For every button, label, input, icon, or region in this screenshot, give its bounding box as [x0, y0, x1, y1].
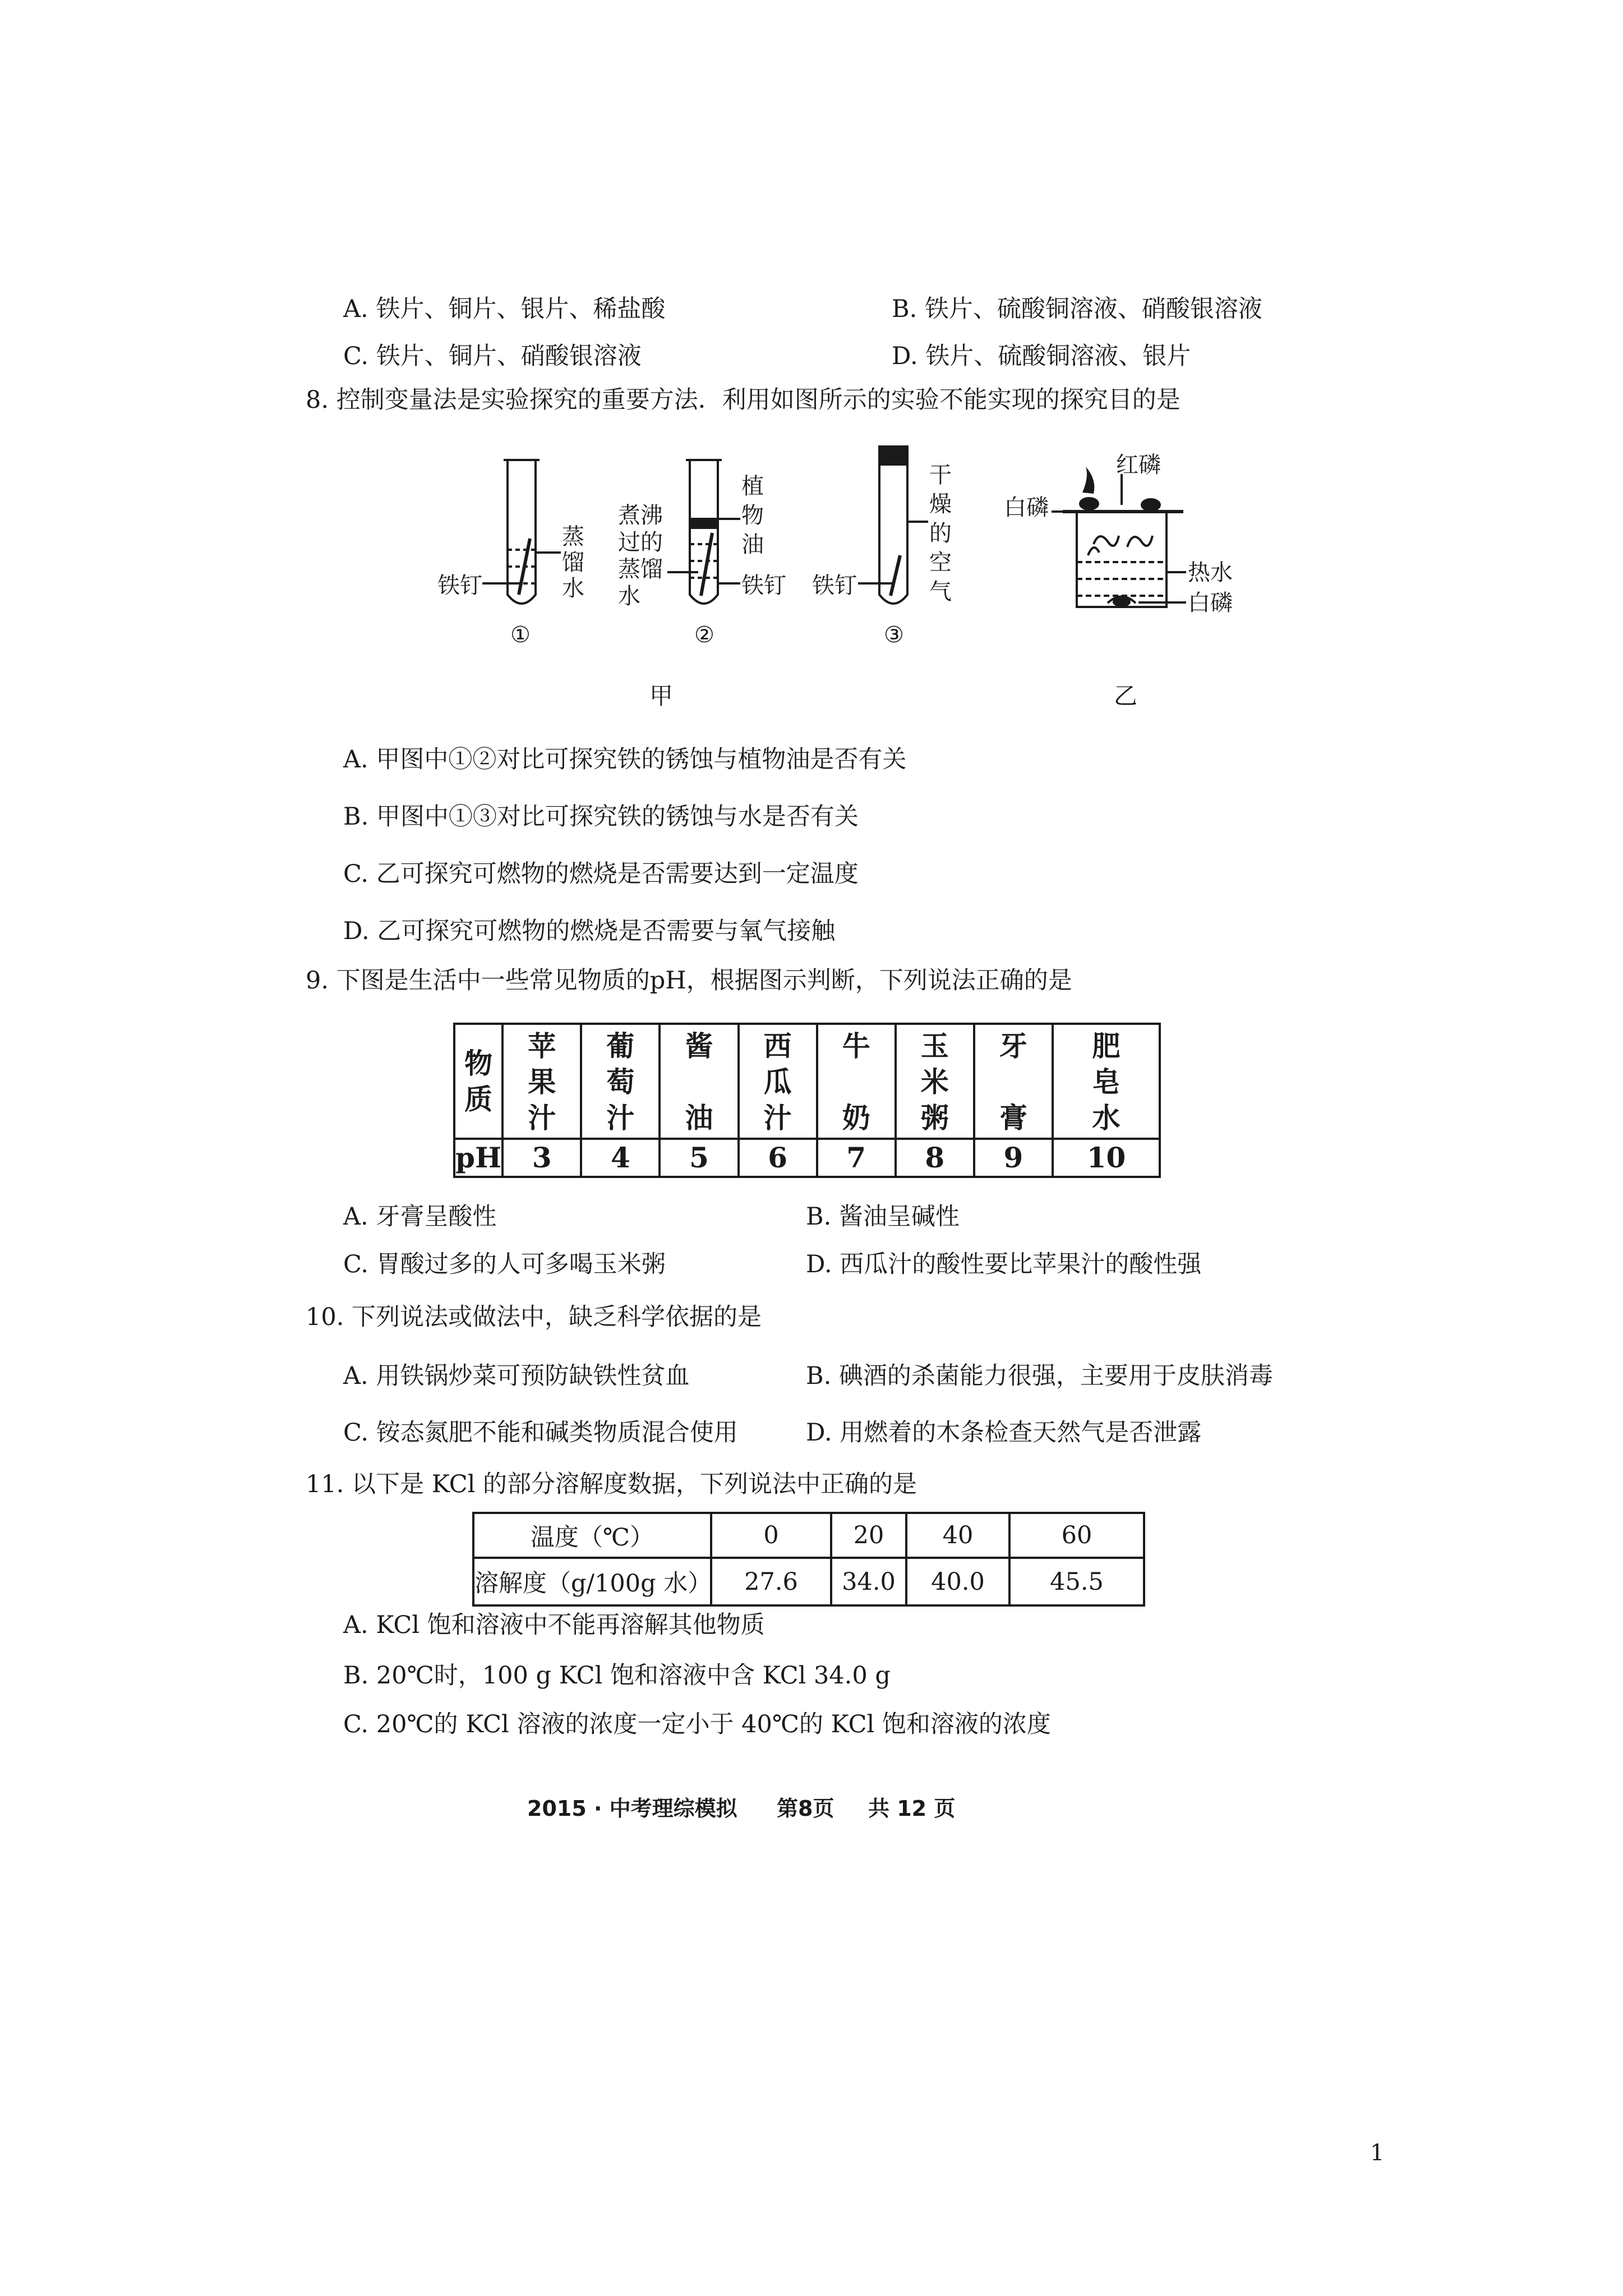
q9-option-b: B. 酱油呈碱性 [806, 1203, 960, 1231]
substance-header-cell: 物 质 [454, 1024, 502, 1139]
ph-value-cell: 10 [1053, 1139, 1160, 1177]
tube1-liquid-char-1: 蒸 [562, 524, 584, 550]
q7-option-a: A. 铁片、铜片、银片、稀盐酸 [343, 295, 666, 323]
tube3-number: ③ [884, 622, 904, 648]
q8-stem: 8. 控制变量法是实验探究的重要方法．利用如图所示的实验不能实现的探究目的是 [306, 386, 1181, 414]
ph-value-cell: 5 [660, 1139, 738, 1177]
q7-option-d: D. 铁片、硫酸铜溶液、银片 [892, 342, 1191, 370]
beaker-white-phosphorus-top-label: 白磷 [1004, 495, 1049, 521]
tube2-boiled-line-4: 水 [618, 583, 640, 609]
temperature-label-cell: 温度（℃） [473, 1513, 711, 1558]
q8-option-b: B. 甲图中①③对比可探究铁的锈蚀与水是否有关 [343, 803, 859, 831]
solubility-cell: 34.0 [831, 1558, 906, 1605]
q10-stem: 10. 下列说法或做法中，缺乏科学依据的是 [306, 1303, 762, 1331]
beaker-hot-water-label: 热水 [1188, 560, 1233, 586]
tube2-oil-char-1: 植 [741, 473, 764, 499]
q11-option-b: B. 20℃时，100 g KCl 饱和溶液中含 KCl 34.0 g [343, 1662, 891, 1690]
q8-experiment-figure [0, 0, 1623, 729]
substance-cell: 牛 奶 [817, 1024, 896, 1139]
substance-cell: 西 瓜 汁 [739, 1024, 817, 1139]
kcl-solubility-table [472, 1512, 1145, 1607]
tube3-air-char-1: 干 [929, 462, 952, 488]
solubility-label-cell: 溶解度（g/100g 水） [473, 1558, 711, 1605]
tube3-air-char-2: 燥 [929, 491, 952, 517]
beaker-white-phosphorus-bottom-label: 白磷 [1188, 590, 1233, 616]
figure-caption-jia: 甲 [649, 682, 674, 710]
footer-exam-title: 2015 · 中考理综模拟 [527, 1796, 737, 1821]
ph-value-cell: 3 [502, 1139, 581, 1177]
substance-cell: 肥 皂 水 [1053, 1024, 1160, 1139]
ph-row [454, 1139, 1160, 1177]
q7-option-c: C. 铁片、铜片、硝酸银溶液 [343, 342, 642, 370]
ph-value-cell: 9 [974, 1139, 1053, 1177]
tube2-oil-char-2: 物 [741, 503, 764, 528]
temperature-cell: 60 [1009, 1513, 1144, 1558]
q10-option-a: A. 用铁锅炒菜可预防缺铁性贫血 [343, 1362, 690, 1390]
tube1-number: ① [510, 622, 531, 648]
q7-option-b: B. 铁片、硫酸铜溶液、硝酸银溶液 [892, 295, 1262, 323]
tube2-nail-label: 铁钉 [741, 573, 786, 599]
substance-cell: 葡 萄 汁 [581, 1024, 660, 1139]
tube2-number: ② [694, 622, 714, 648]
tube3-air-char-5: 气 [929, 579, 952, 605]
ph-label-cell: pH [454, 1139, 502, 1177]
q9-option-a: A. 牙膏呈酸性 [343, 1203, 497, 1231]
ph-value-cell: 7 [817, 1139, 896, 1177]
substance-cell: 玉 米 粥 [896, 1024, 974, 1139]
solubility-cell: 40.0 [906, 1558, 1009, 1605]
page-number: 1 [1370, 2140, 1385, 2166]
tube2-boiled-line-3: 蒸馏 [618, 556, 663, 582]
ph-value-cell: 8 [896, 1139, 974, 1177]
tube1-nail-label: 铁钉 [437, 573, 482, 599]
substance-cell: 苹 果 汁 [502, 1024, 581, 1139]
substance-row [454, 1024, 1160, 1139]
footer-total-pages: 共 12 页 [868, 1796, 956, 1821]
solubility-cell: 45.5 [1009, 1558, 1144, 1605]
q8-option-a: A. 甲图中①②对比可探究铁的锈蚀与植物油是否有关 [343, 746, 907, 774]
q11-option-c: C. 20℃的 KCl 溶液的浓度一定小于 40℃的 KCl 饱和溶液的浓度 [343, 1710, 1051, 1738]
solubility-cell: 27.6 [711, 1558, 831, 1605]
temperature-cell: 20 [831, 1513, 906, 1558]
q10-option-b: B. 碘酒的杀菌能力很强，主要用于皮肤消毒 [806, 1362, 1273, 1390]
ph-value-cell: 6 [739, 1139, 817, 1177]
substance-cell: 酱 油 [660, 1024, 738, 1139]
tube1-liquid-char-2: 馏 [562, 550, 584, 576]
tube2-boiled-line-2: 过的 [618, 530, 663, 555]
figure-caption-yi: 乙 [1114, 682, 1138, 710]
tube3-nail-label: 铁钉 [812, 573, 857, 599]
q9-stem: 9. 下图是生活中一些常见物质的pH，根据图示判断，下列说法正确的是 [306, 967, 1072, 995]
footer-page: 第8页 [777, 1796, 834, 1821]
temperature-cell: 40 [906, 1513, 1009, 1558]
q10-option-d: D. 用燃着的木条检查天然气是否泄露 [806, 1419, 1202, 1447]
q10-option-c: C. 铵态氮肥不能和碱类物质混合使用 [343, 1419, 738, 1447]
tube1-liquid-char-3: 水 [562, 576, 584, 601]
tube3-air-char-4: 空 [929, 550, 952, 576]
beaker-red-phosphorus-label: 红磷 [1116, 452, 1161, 478]
q9-option-d: D. 西瓜汁的酸性要比苹果汁的酸性强 [806, 1250, 1202, 1278]
q8-option-c: C. 乙可探究可燃物的燃烧是否需要达到一定温度 [343, 860, 859, 888]
ph-value-cell: 4 [581, 1139, 660, 1177]
temperature-row [473, 1513, 1144, 1558]
solubility-row [473, 1558, 1144, 1605]
q11-stem: 11. 以下是 KCl 的部分溶解度数据，下列说法中正确的是 [306, 1470, 917, 1498]
temperature-cell: 0 [711, 1513, 831, 1558]
tube2-oil-char-3: 油 [741, 532, 764, 558]
substance-cell: 牙 膏 [974, 1024, 1053, 1139]
tube3-air-char-3: 的 [929, 521, 952, 546]
q8-option-d: D. 乙可探究可燃物的燃烧是否需要与氧气接触 [343, 917, 836, 945]
ph-table [453, 1023, 1161, 1178]
q9-option-c: C. 胃酸过多的人可多喝玉米粥 [343, 1250, 666, 1278]
tube2-boiled-line-1: 煮沸 [618, 503, 663, 528]
q11-option-a: A. KCl 饱和溶液中不能再溶解其他物质 [343, 1611, 765, 1639]
